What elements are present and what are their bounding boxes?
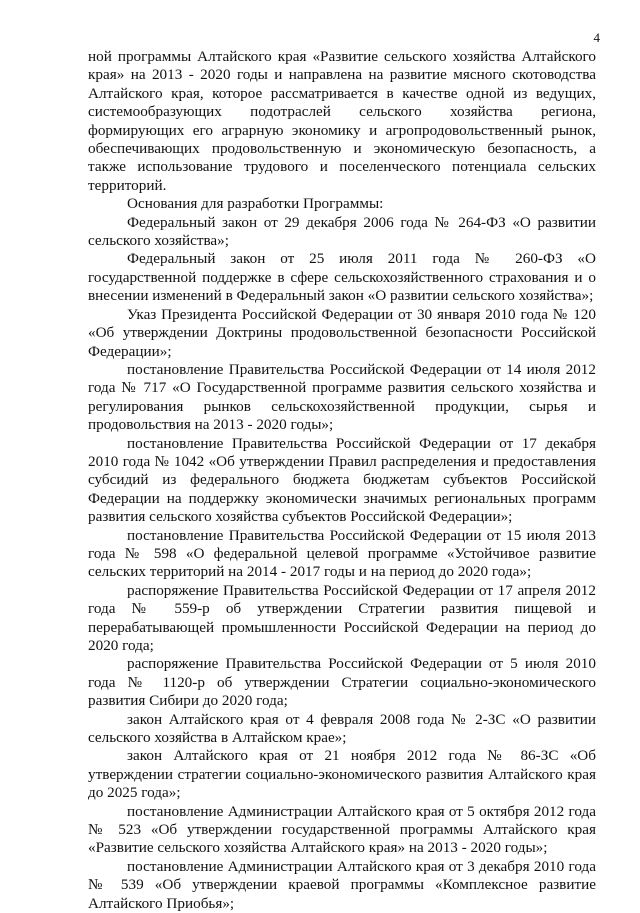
paragraph-legal-basis: распоряжение Правительства Российской Федерации от 5 июля 2010 года № 1120-р об утверждении Стратегии социально-экономического развития Сибири до 2020 года; <box>88 655 596 710</box>
paragraph-legal-basis: закон Алтайского края от 21 ноября 2012 года № 86-ЗС «Об утверждении стратегии социально-экономического развития Алтайского края до 2025 года»; <box>88 747 596 802</box>
document-body <box>88 48 596 913</box>
paragraph-legal-basis: Федеральный закон от 25 июля 2011 года № 260-ФЗ «О государственной поддержке в сфере сельскохозяйственного страхования и о внесении изменений в Федеральный закон «О развитии сельского хозяйства»; <box>88 250 596 305</box>
paragraph-legal-basis: распоряжение Правительства Российской Федерации от 17 апреля 2012 года № 559-р об утверждении Стратегии развития пищевой и перерабатывающей промышленности Российской Федерации на период до 2020 года; <box>88 581 596 654</box>
page-number: 4 <box>593 30 600 45</box>
paragraph-basis-heading: Основания для разработки Программы: <box>127 195 384 213</box>
paragraph-legal-basis: постановление Правительства Российской Федерации от 14 июля 2012 года № 717 «О Государственной программе развития сельского хозяйства и регулирования рынков сельскохозяйственной продукции, сырья и продовольствия на 2013 - 2020 годы»; <box>88 360 596 434</box>
paragraph-legal-basis: постановление Правительства Российской Федерации от 17 декабря 2010 года № 1042 «Об утверждении Правил распределения и предоставления субсидий из федерального бюджета бюджетам субъектов Российской Федерации на поддержку экономически значимых региональных программ развития сельского хозяйства субъектов Российской Федерации»; <box>88 434 596 526</box>
paragraph-continuation: ной программы Алтайского края «Развитие сельского хозяйства Алтайского края» на 2013 - 2020 годы и направлена на развитие мясного скотоводства Алтайского края, которое рассматривается в качестве одной из ведущих, системообразующих подотраслей сельского хозяйства региона, формирующих его аграрную экономику и агропродовольственный рынок, обеспечивающих продовольственную и экономическую безопасность, а также использование трудового и поселенческого потенциала сельских территорий. <box>88 48 596 194</box>
paragraph-legal-basis: закон Алтайского края от 4 февраля 2008 года № 2-ЗС «О развитии сельского хозяйства в Алтайском крае»; <box>88 710 596 747</box>
paragraph-legal-basis: постановление Правительства Российской Федерации от 15 июля 2013 года № 598 «О федеральной целевой программе «Устойчивое развитие сельских территорий на 2014 - 2017 годы и на период до 2020 года»; <box>88 526 596 581</box>
paragraph-legal-basis: Указ Президента Российской Федерации от 30 января 2010 года № 120 «Об утверждении Доктрины продовольственной безопасности Российской Федерации»; <box>88 305 596 360</box>
paragraph-legal-basis: постановление Администрации Алтайского края от 3 декабря 2010 года № 539 «Об утверждении краевой программы «Комплексное развитие Алтайского Приобья»; <box>88 857 596 912</box>
paragraph-legal-basis: постановление Администрации Алтайского края от 5 октября 2012 года № 523 «Об утверждении государственной программы Алтайского края «Развитие сельского хозяйства Алтайского края» на 2013 - 2020 годы»; <box>88 802 596 857</box>
paragraph-legal-basis: Федеральный закон от 29 декабря 2006 года № 264-ФЗ «О развитии сельского хозяйства»; <box>88 213 596 250</box>
